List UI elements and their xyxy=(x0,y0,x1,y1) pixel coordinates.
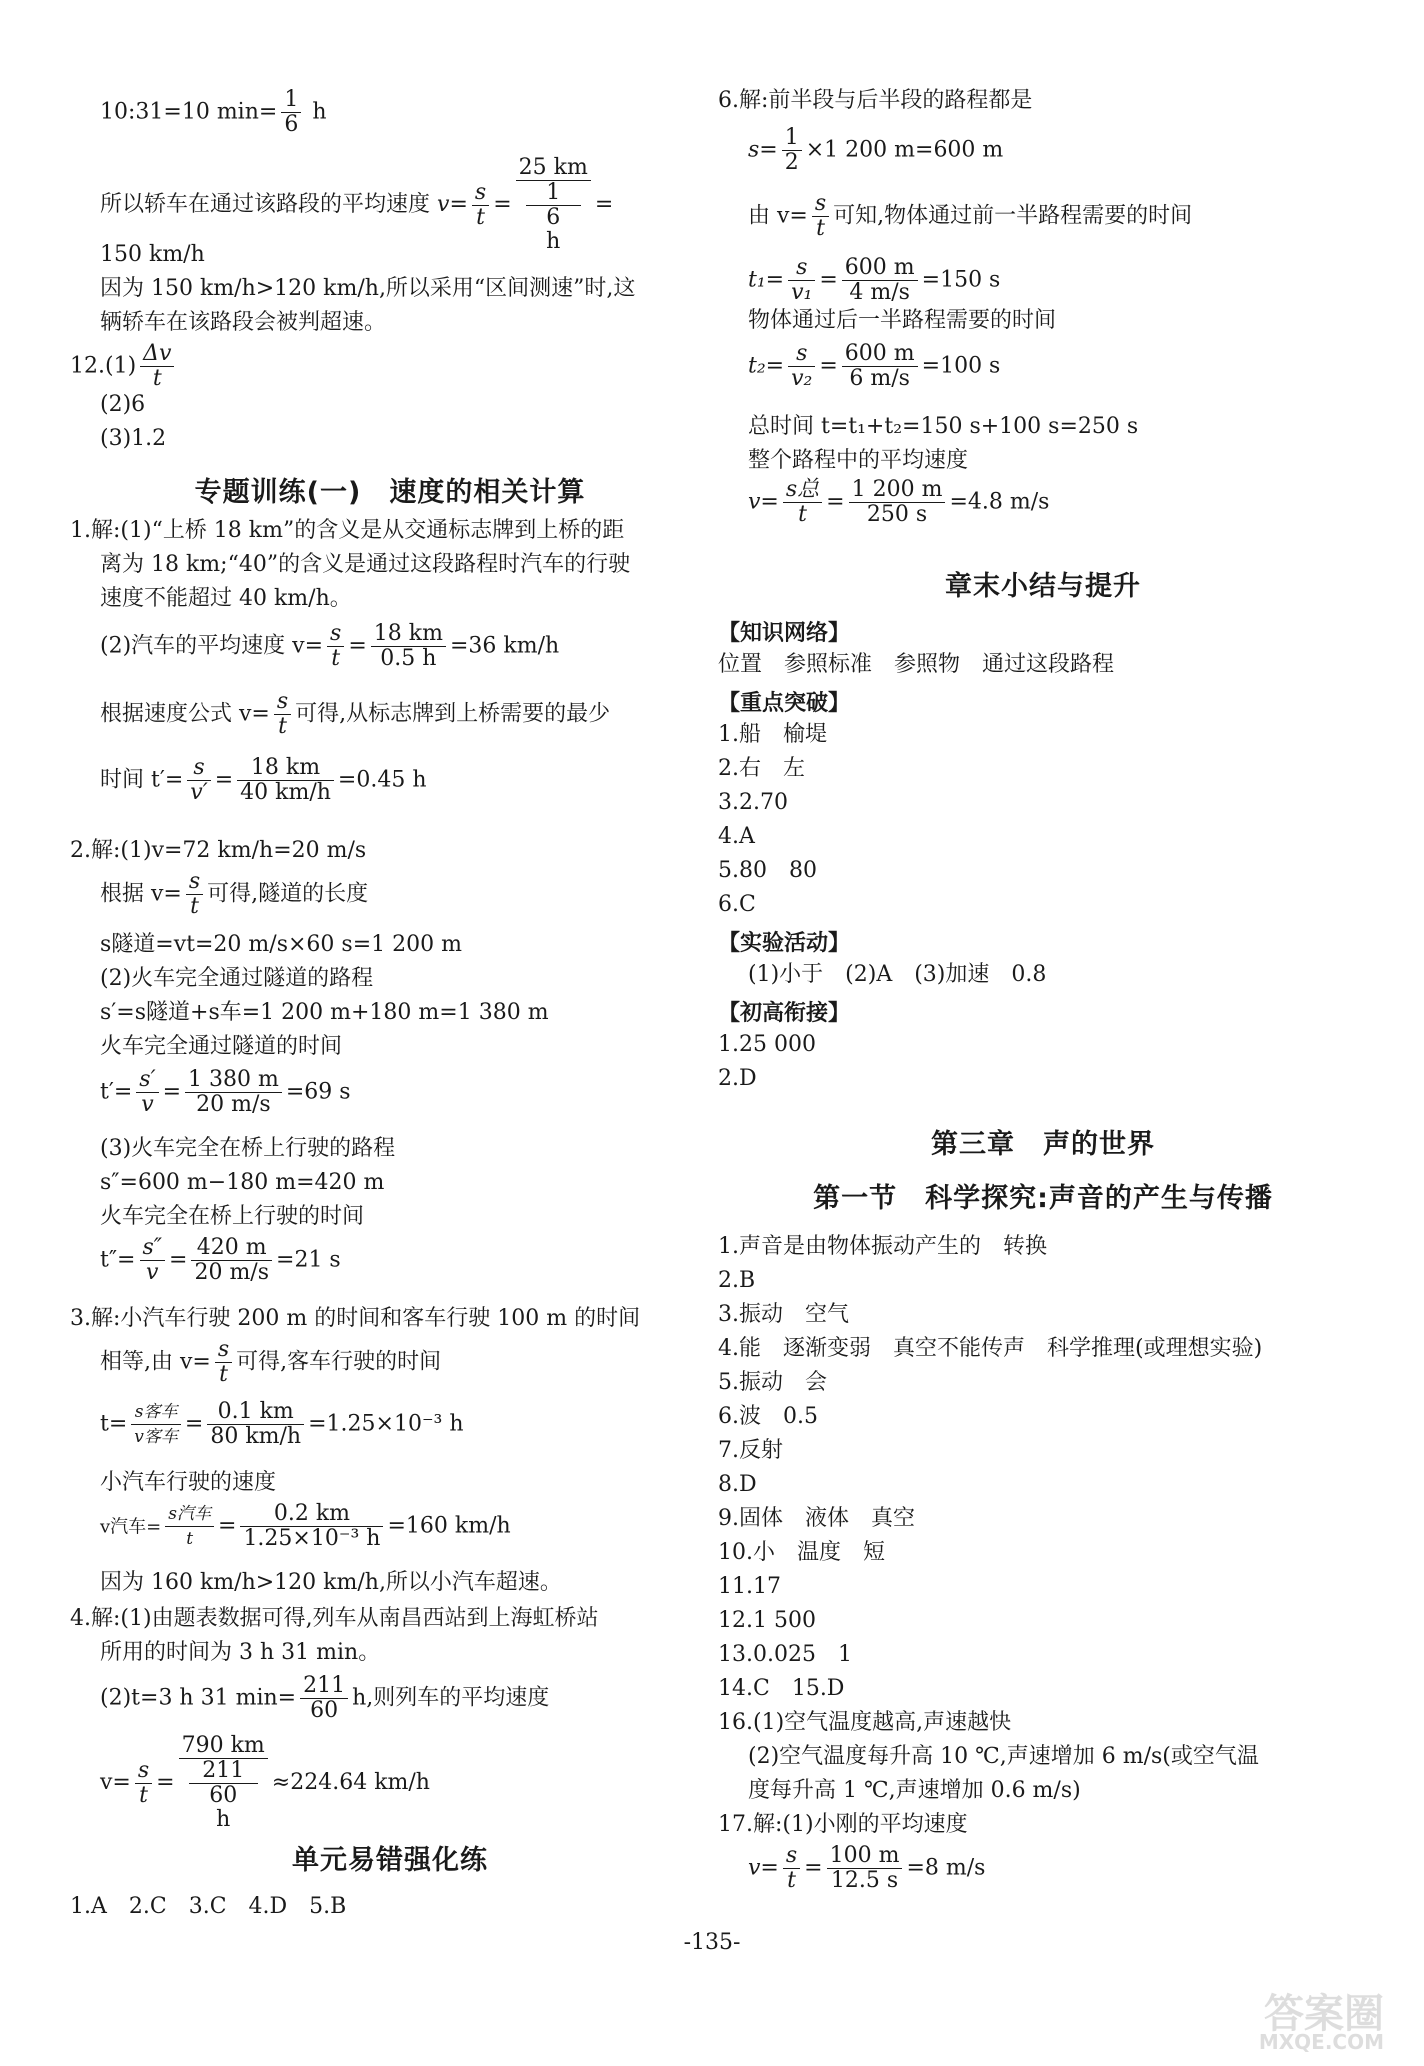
eq-line: (2)汽车的平均速度 v= $\frac{s}{t}$ = $\frac{18 km}{0.5 h}$ =36 km/h xyxy=(100,621,560,671)
text-line: (1)小于 (2)A (3)加速 0.8 xyxy=(748,962,1047,987)
text-line: (3)火车完全在桥上行驶的路程 xyxy=(100,1136,396,1161)
text-line: 150 km/h xyxy=(100,242,205,267)
text-line: 位置 参照标准 参照物 通过这段路程 xyxy=(718,652,1115,677)
section-heading: 单元易错强化练 xyxy=(292,1845,488,1876)
text-line: 2.右 左 xyxy=(718,756,805,781)
text-line: 火车完全在桥上行驶的时间 xyxy=(100,1204,365,1229)
text-line: 1.船 榆堤 xyxy=(718,722,827,747)
text-line: 1.25 000 xyxy=(718,1032,816,1057)
section-heading: 第一节 科学探究:声音的产生与传播 xyxy=(813,1183,1273,1214)
eq-line: v= $\frac{s}{t}$ = $\frac{100 m}{12.5 s}$ =8 m/s xyxy=(748,1843,986,1893)
eq-line: 相等,由 v= $\frac{s}{t}$ 可得,客车行驶的时间 xyxy=(100,1337,442,1387)
eq-line: v= $\frac{s}{t}$ = 790 km 211 60 h ≈224.64 km/h xyxy=(100,1733,430,1832)
q12-line: 12.(1) $\frac{\Delta v}{t}$ xyxy=(70,342,178,391)
watermark-logo xyxy=(1184,1982,1394,2054)
eq-line: (2)t=3 h 31 min= $\frac{211}{60}$ h,则列车的平均速度 xyxy=(100,1673,550,1723)
text-line: 14.C 15.D xyxy=(718,1676,845,1701)
eq-line: v= $\frac{\text{s总}}{t}$ = $\frac{1 200 m}{250 s}$ =4.8 m/s xyxy=(748,477,1050,527)
subsection-label: 【初高衔接】 xyxy=(718,1001,851,1026)
text-line: (2)6 xyxy=(100,392,146,417)
eq-line: 根据速度公式 v= $\frac{s}{t}$ 可得,从标志牌到上桥需要的最少 xyxy=(100,689,611,739)
text-line: 17.解:(1)小刚的平均速度 xyxy=(718,1812,968,1837)
text-line: 12.1 500 xyxy=(718,1608,816,1633)
text-line: 4.能 逐渐变弱 真空不能传声 科学推理(或理想实验) xyxy=(718,1336,1263,1361)
text-line: 1.声音是由物体振动产生的 转换 xyxy=(718,1234,1047,1259)
watermark-text: 答案圈 xyxy=(1264,1991,1384,2037)
subsection-label: 【重点突破】 xyxy=(718,691,851,716)
text-line: 2.解:(1)v=72 km/h=20 m/s xyxy=(70,838,367,863)
text-line: 5.振动 会 xyxy=(718,1370,827,1395)
eq-line: t′= $\frac{s'}{v}$ = $\frac{1 380 m}{20 m/s}$ =69 s xyxy=(100,1067,351,1117)
eq-line: 由 v= $\frac{s}{t}$ 可知,物体通过前一半路程需要的时间 xyxy=(748,191,1193,241)
subsection-label: 【实验活动】 xyxy=(718,931,851,956)
section-heading: 章末小结与提升 xyxy=(945,571,1141,602)
watermark-url: MXQE.COM xyxy=(1258,2030,1384,2054)
text-line: 4.A xyxy=(718,824,755,849)
text-line: 13.0.025 1 xyxy=(718,1642,852,1667)
text-line: 2.B xyxy=(718,1268,756,1293)
subsection-label: 【知识网络】 xyxy=(718,621,851,646)
text-line: 3.振动 空气 xyxy=(718,1302,849,1327)
text-line: 2.D xyxy=(718,1066,757,1091)
text-line: 整个路程中的平均速度 xyxy=(748,448,969,473)
eq-line: t₂= $\frac{s}{\text{v₂}}$ = $\frac{600 m}{6 m/s}$ =100 s xyxy=(748,341,1001,391)
text-line: (3)1.2 xyxy=(100,426,167,451)
text-line: s″=600 m−180 m=420 m xyxy=(100,1170,385,1195)
text-line: 11.17 xyxy=(718,1574,781,1599)
text-line: 所用的时间为 3 h 31 min。 xyxy=(100,1640,381,1665)
eq-line: v汽车= $\frac{\text{s汽车}}{t}$ = $\frac{0.2 km}{\text{1.25×10⁻³ h}}$ =160 km/h xyxy=(100,1501,511,1551)
eq-line: 时间 t′= $\frac{s}{v'}$ = $\frac{18 km}{40 km/h}$ =0.45 h xyxy=(100,755,427,805)
text-line: 6.波 0.5 xyxy=(718,1404,818,1429)
eq-line: 所以轿车在通过该路段的平均速度 v= $\frac{s}{t}$ = 25 km 1 6 h = xyxy=(100,155,614,254)
text-line: 6.解:前半段与后半段的路程都是 xyxy=(718,88,1033,113)
text-line: 度每升高 1 ℃,声速增加 0.6 m/s) xyxy=(748,1778,1081,1803)
text-line: 10.小 温度 短 xyxy=(718,1540,885,1565)
text-line: s隧道=vt=20 m/s×60 s=1 200 m xyxy=(100,932,462,957)
page-number: -135- xyxy=(683,1930,741,1955)
chapter-heading: 第三章 声的世界 xyxy=(931,1129,1155,1160)
eq-line: 10:31=10 min= $\frac{1}{6}$ h xyxy=(100,87,327,137)
text-line: 8.D xyxy=(718,1472,757,1497)
text-line: 辆轿车在该路段会被判超速。 xyxy=(100,310,387,335)
text-line: 总时间 t=t₁+t₂=150 s+100 s=250 s xyxy=(748,414,1139,439)
text-line: s′=s隧道+s车=1 200 m+180 m=1 380 m xyxy=(100,1000,549,1025)
text-line: 5.80 80 xyxy=(718,858,817,883)
text-line: 离为 18 km;“40”的含义是通过这段路程时汽车的行驶 xyxy=(100,552,631,577)
eq-line: t= $\frac{\text{s客车}}{\text{v客车}}$ = $\frac{0.1 km}{80 km/h}$ =1.25×10⁻³ h xyxy=(100,1399,464,1449)
text-line: 因为 150 km/h>120 km/h,所以采用“区间测速”时,这 xyxy=(100,276,636,301)
text-line: 1.解:(1)“上桥 18 km”的含义是从交通标志牌到上桥的距 xyxy=(70,518,625,543)
text-line: (2)火车完全通过隧道的路程 xyxy=(100,966,374,991)
section-heading: 专题训练(一) 速度的相关计算 xyxy=(194,477,586,508)
text-line: 小汽车行驶的速度 xyxy=(100,1470,277,1495)
text-line: (2)空气温度每升高 10 ℃,声速增加 6 m/s(或空气温 xyxy=(748,1744,1259,1769)
eq-line: t₁= $\frac{s}{\text{v₁}}$ = $\frac{600 m}{4 m/s}$ =150 s xyxy=(748,255,1001,305)
text-line: 物体通过后一半路程需要的时间 xyxy=(748,308,1057,333)
text-line: 4.解:(1)由题表数据可得,列车从南昌西站到上海虹桥站 xyxy=(70,1606,599,1631)
text-line: 因为 160 km/h>120 km/h,所以小汽车超速。 xyxy=(100,1570,562,1595)
text-line: 7.反射 xyxy=(718,1438,783,1463)
text-line: 9.固体 液体 真空 xyxy=(718,1506,915,1531)
text-line: 3.解:小汽车行驶 200 m 的时间和客车行驶 100 m 的时间 xyxy=(70,1306,641,1331)
text-line: 16.(1)空气温度越高,声速越快 xyxy=(718,1710,1012,1735)
text-line: 速度不能超过 40 km/h。 xyxy=(100,586,352,611)
eq-line: s= $\frac{1}{2}$ ×1 200 m=600 m xyxy=(748,125,1004,175)
eq-line: t″= $\frac{s''}{v}$ = $\frac{420 m}{20 m/s}$ =21 s xyxy=(100,1235,341,1285)
text-line: 火车完全通过隧道的时间 xyxy=(100,1034,343,1059)
eq-line: 根据 v= $\frac{s}{t}$ 可得,隧道的长度 xyxy=(100,869,369,919)
text-line: 3.2.70 xyxy=(718,790,788,815)
text-line: 6.C xyxy=(718,892,756,917)
text-line: 1.A 2.C 3.C 4.D 5.B xyxy=(70,1894,347,1919)
